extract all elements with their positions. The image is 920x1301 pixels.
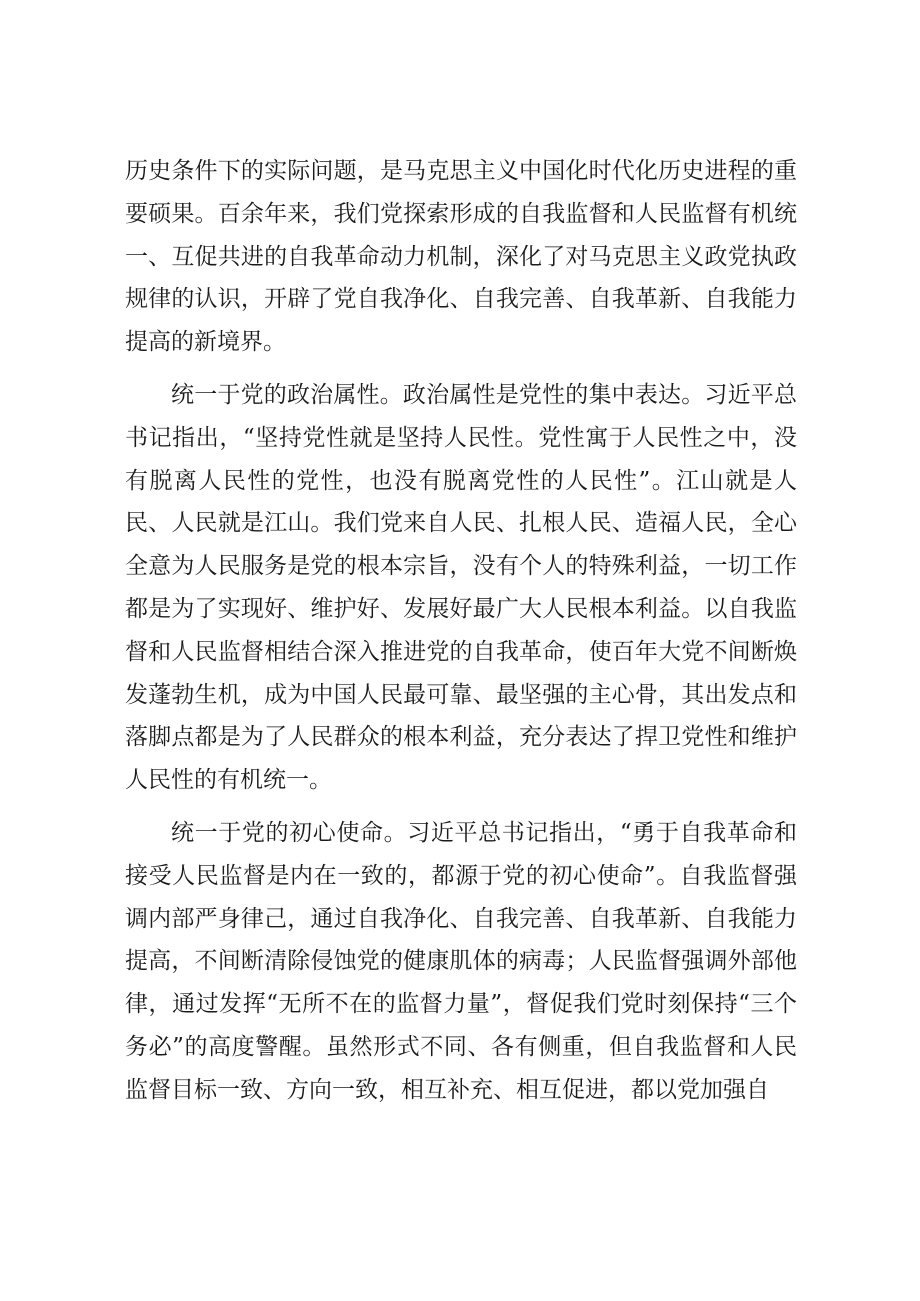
paragraph-3: 统一于党的初心使命。习近平总书记指出，“勇于自我革命和接受人民监督是内在一致的，都源于党的初心使命”。自我监督强调内部严身律己，通过自我净化、自我完善、自我革新、自我能力提高，不间断清除侵蚀党的健康肌体的病毒；人民监督强调外部他律，通过发挥“无所不在的监督力量”，督促我们党时刻保持“三个务必”的高度警醒。虽然形式不同、各有侧重，但自我监督和人民监督目标一致、方向一致，相互补充、相互促进，都以党加强自 — [125, 819, 797, 1103]
paragraph-2: 统一于党的政治属性。政治属性是党性的集中表达。习近平总书记指出，“坚持党性就是坚持人民性。党性寓于人民性之中，没有脱离人民性的党性，也没有脱离党性的人民性”。江山就是人民、人民就是江山。我们党来自人民、扎根人民、造福人民，全心全意为人民服务是党的根本宗旨，没有个人的特殊利益，一切工作都是为了实现好、维护好、发展好最广大人民根本利益。以自我监督和人民监督相结合深入推进党的自我革命，使百年大党不间断焕发蓬勃生机，成为中国人民最可靠、最坚强的主心骨，其出发点和落脚点都是为了人民群众的根本利益，充分表达了捍卫党性和维护人民性的有机统一。 — [125, 381, 797, 794]
paragraph-1: 历史条件下的实际问题，是马克思主义中国化时代化历史进程的重要硕果。百余年来，我们党探索形成的自我监督和人民监督有机统一、互促共进的自我革命动力机制，深化了对马克思主义政党执政规律的认识，开辟了党自我净化、自我完善、自我革新、自我能力提高的新境界。 — [125, 158, 797, 356]
document-body — [125, 150, 797, 1122]
